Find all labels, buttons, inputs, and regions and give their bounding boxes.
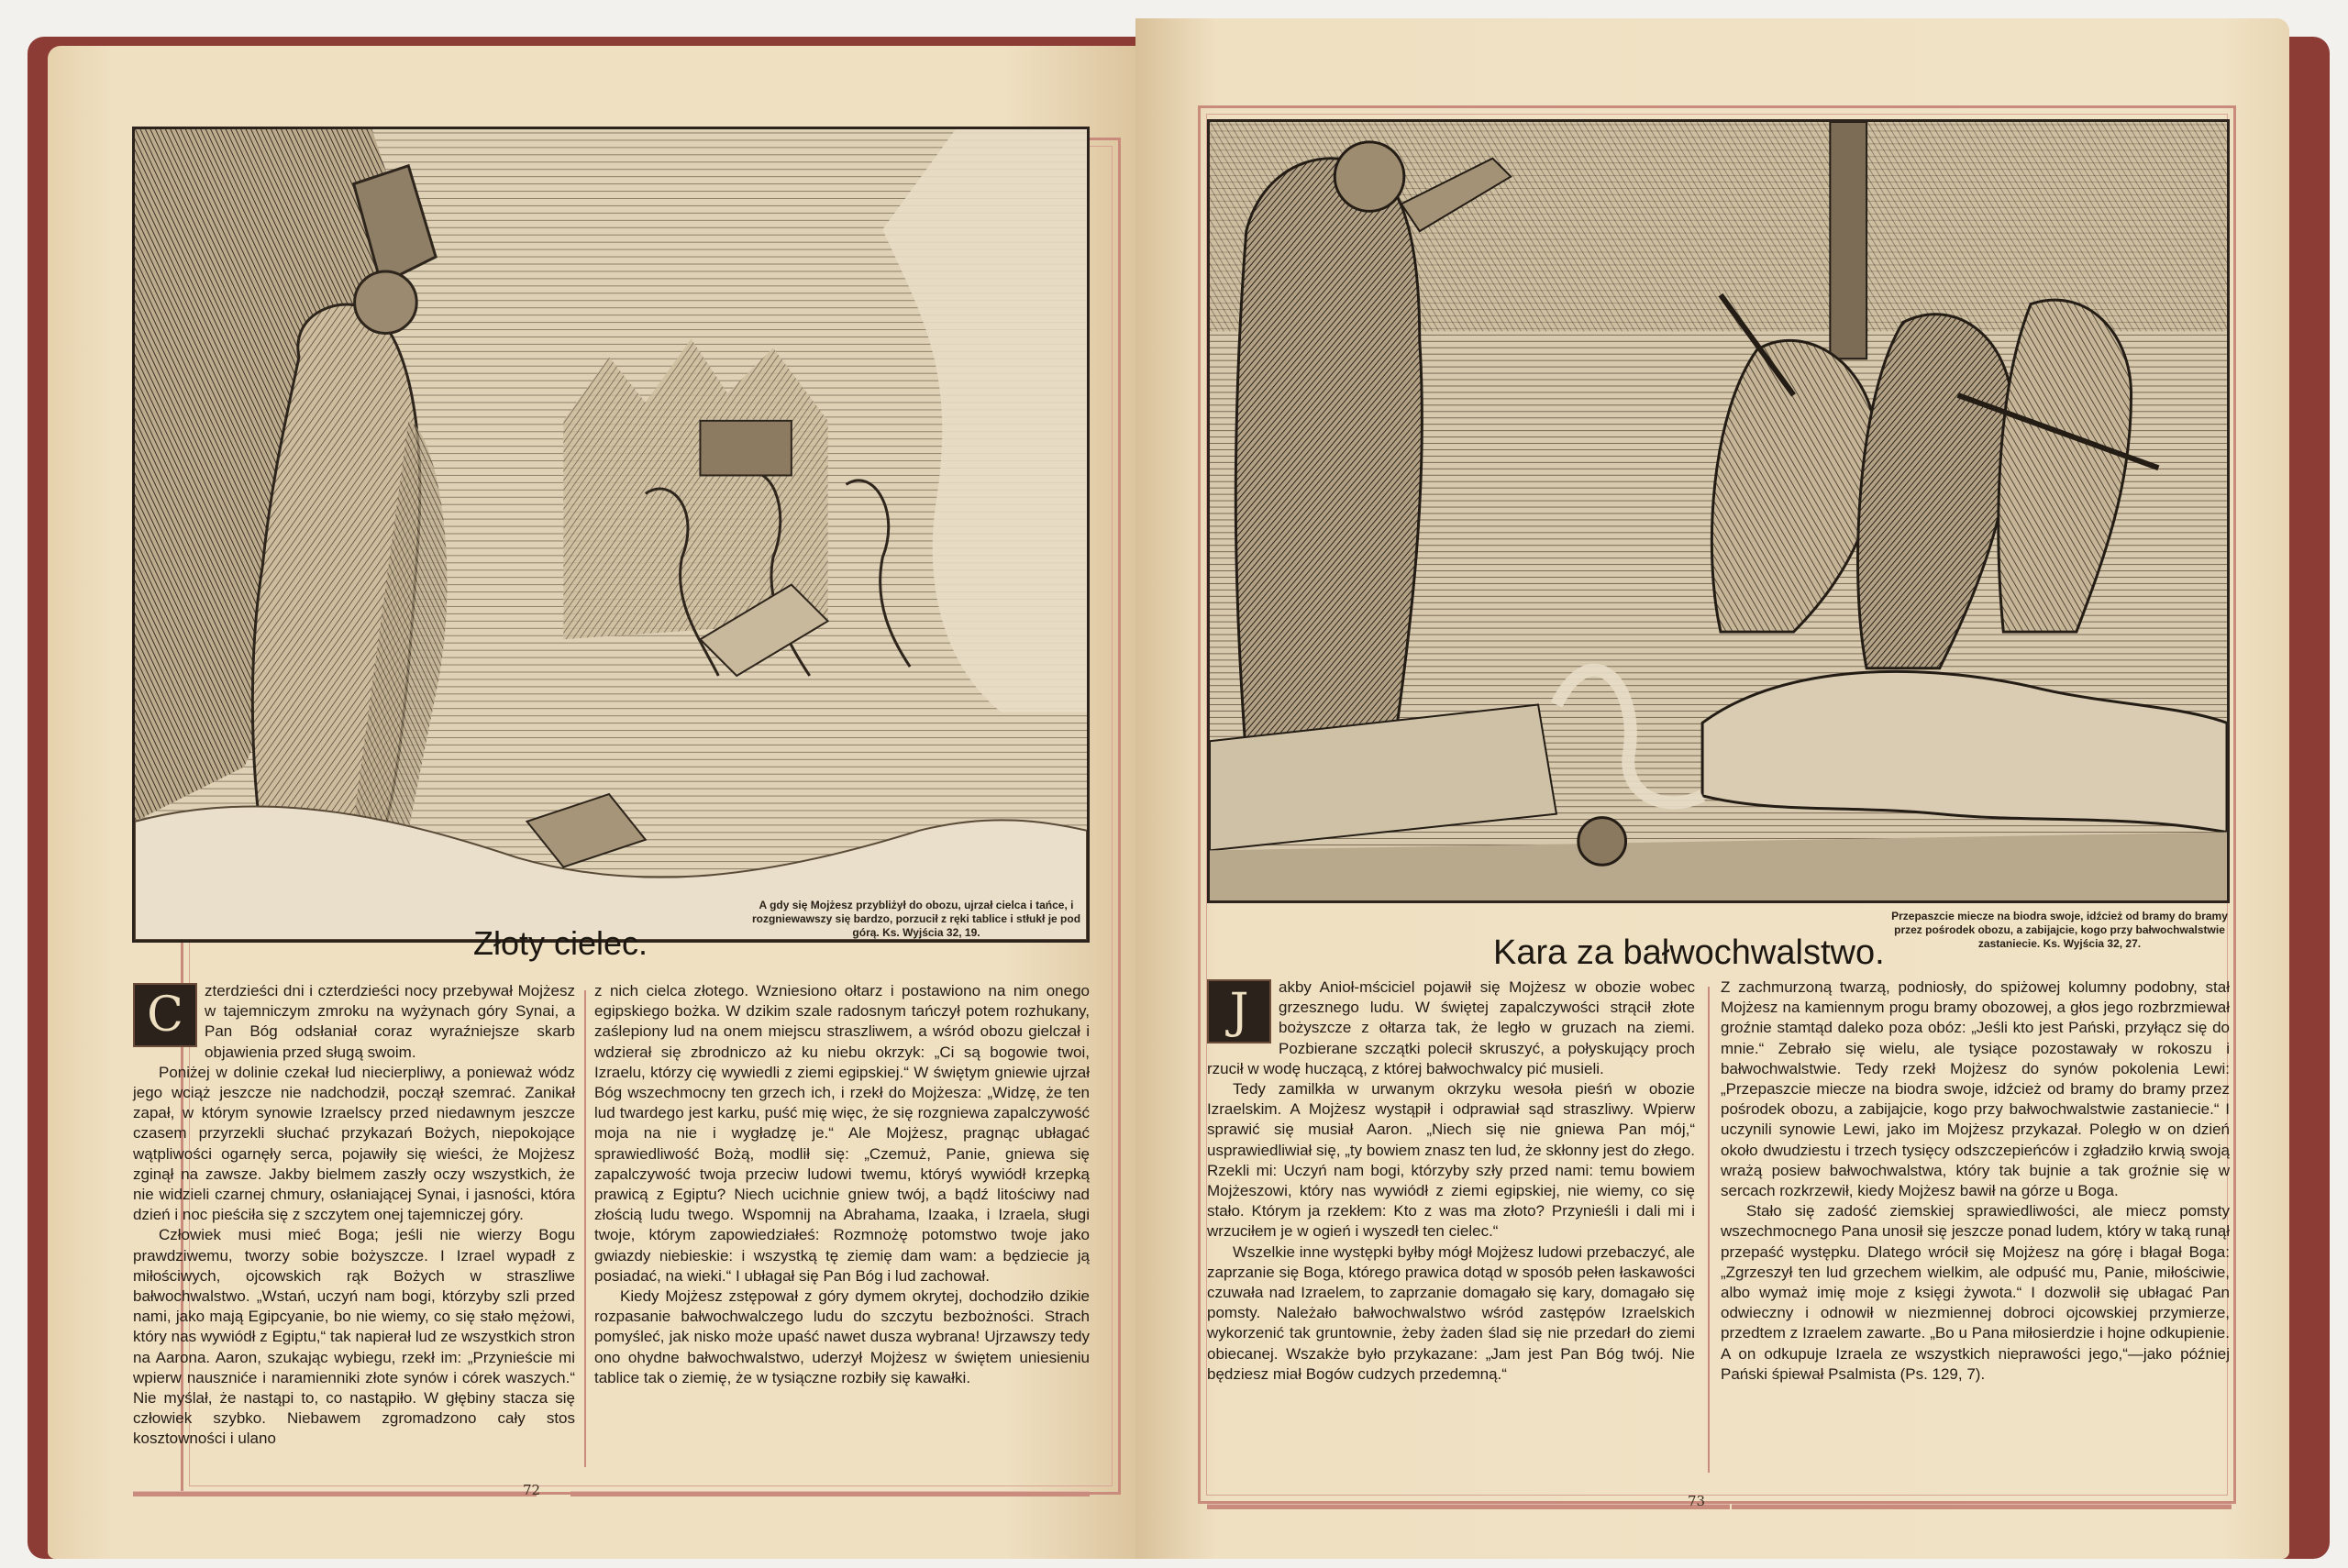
text-column-2: [594, 981, 1090, 1388]
illustration-caption: A gdy się Mojżesz przybliżył do obozu, ujrzał cielca i tańce, i rozgniewawszy się bardzo, porzucił z ręki tablice i stłukł je pod górą. Ks. Wyjścia 32, 19.: [751, 899, 1081, 939]
paragraph: Kiedy Mojżesz zstępował z góry dymem okrytej, dochodziło dzikie rozpasanie bałwochwalczego ludu do szczytu bezbożności. Strach pomyśleć, jak nisko może upaść nawet dusza wybrana! Ujrzawszy tedy ono ohydne bałwochwalstwo, uderzył Mojżesz w świętem uniesieniu tablice tak o ziemię, że w tysiączne rozbiły się kawałki.: [594, 1287, 1090, 1386]
drop-cap: C: [133, 983, 197, 1047]
paragraph: Poniżej w dolinie czekał lud niecierpliwy, a ponieważ wódz jego wciąż jeszcze nie nadchodził, począł szemrać. Zanikał zapał, w którym synowie Izraelscy przed niedawnym jeszcze czasem przyrzekli słuchać przykazań Bożych, niepokojące wątpliwości ogarnęły serca, pojawiły się wieści, że Mojżesz zginął na zawsze. Jakby bielmem zaszły oczy wszystkich, że nie widzieli czarnej chmury, osłaniającej Synai, i jasności, która dzień i noc pieściła się z szczytem onej tajemniczej góry.: [133, 1063, 575, 1224]
column-separator: [1708, 987, 1710, 1473]
left-page: [48, 46, 1135, 1559]
text-column-2: [1721, 977, 2230, 1385]
footer-rule: [133, 1491, 537, 1496]
paragraph: Wszelkie inne występki byłby mógł Mojżesz ludowi przebaczyć, ale zaprzanie się Boga, którego prawica dotąd w sposób pełen łaskawości czuwała nad Izraelem, to zaprzanie domagało się kary, domagało się pomsty. Należało bałwochwalstwo wśród zastępów Izraelskich wykorzenić tak gruntownie, żeby żaden ślad się nie przedarł do ziemi obiecanej. Wszakże było przykazane: „Jam jest Pan Bóg twój. Nie będziesz miał Bogów cudzych przedemną.“: [1207, 1242, 1695, 1383]
page-number: 73: [1688, 1493, 1706, 1509]
page-number: 72: [523, 1482, 541, 1498]
page-title: Złoty cielec.: [473, 924, 648, 962]
column-separator: [584, 990, 586, 1467]
illustration-punishment: [1207, 119, 2230, 903]
right-page: [1135, 18, 2289, 1559]
page-title: Kara za bałwochwalstwo.: [1493, 933, 1885, 972]
paragraph: akby Anioł-mściciel pojawił się Mojżesz w obozie wobec grzesznego ludu. W świętej zapalczywości strącił złote bożyszcze z ołtarza tak, że legło w gruzach na ziemi. Pozbierane szczątki polecił skruszyć, a połyskujący proch rzucił w wodę huczącą, z której bałwochwalcy pić musieli.: [1207, 978, 1695, 1077]
paragraph: Z zachmurzoną twarzą, podniosły, do spiżowej kolumny podobny, stał Mojżesz na kamiennym progu bramy obozowej, a głos jego rozbrzmiewał groźnie stamtąd daleko poza obóz: „Jeśli kto jest Pański, przyłącz się do mnie.“ Zebrało się wielu, ale tysiące pozostawały w rokoszu i bałwochwalstwie. Tedy rzekł Mojżesz do synów pokolenia Lewi: „Przepaszcie miecze na biodra swoje, idźcież od bramy do bramy przez pośrodek obozu, a zabijajcie, kogo przy bałwochwalstwie zastaniecie.“ I uczynili synowie Lewi, jako im Mojżesz przykazał. Poległo w on dzień około dwudziestu i trzech tysięcy odszczepieńców i zgładziło krwią swoją wrażą posiew bałwochwalstwa, który tak bujnie a tak groźnie się w sercach rozkrzewił, kiedy Mojżesz bawił na górze u Boga.: [1721, 978, 2230, 1200]
footer-rule: [570, 1491, 1090, 1496]
paragraph: z nich cielca złotego. Wzniesiono ołtarz i postawiono na nim onego egipskiego bożka. W dzikim szale radosnym tańczył potem rozhukany, zaślepiony lud na onem miejscu straszliwem, a wśród obozu gielczał i wdzierał się zbrodniczo aż ku niebu okrzyk: „Ci są bogowie twoi, Izraelu, którzy cię wywiedli z ziemi egipskiej.“ W świętym gniewie ujrzał Bóg wszechmocny ten grzech ich, i rzekł do Mojżesza: „Widzę, że ten lud twardego jest karku, puść mię więc, że się rozgniewa zapalczywość moja na nie i wygładzę je.“ Ale Mojżesz, pragnąc ubłagać sprawiedliwość Bożą, modlił się: „Czemuż, Panie, gniewa się zapalczywość twoja przeciw ludowi twemu, któryś wywiódł krzepką prawicą z Egiptu? Niech ucichnie gniew twój, a bądź litościwy nad złością ludu twego. Wspomnij na Abrahama, Izaaka, i Izraela, sługi twoje, którym zapowiedziałeś: Rozmnożę potomstwo twoje jako gwiazdy niebieskie: i wszystką tę ziemię dam wam: a będziecie ją posiadać, na wieki.“ I ubłagał się Pan Bóg i lud zachował.: [594, 982, 1090, 1285]
illustration-caption: Przepaszcie miecze na biodra swoje, idźcież od bramy do bramy przez pośrodek obozu, a zabijajcie, kogo przy bałwochwalstwie zastaniecie. Ks. Wyjścia 32, 27.: [1891, 910, 2228, 950]
footer-rule: [1207, 1504, 1730, 1509]
paragraph: zterdzieści dni i czterdzieści nocy przebywał Mojżesz w tajemniczym zmroku na wyżynach góry Synai, a Pan Bóg odsłaniał coraz wyraźniejsze skarb objawienia przed sługą swoim.: [205, 982, 575, 1061]
text-column-1: [133, 981, 575, 1450]
text-column-1: [1207, 977, 1695, 1385]
paragraph: Stało się zadość ziemskiej sprawiedliwości, ale miecz pomsty wszechmocnego Pana unosił się jeszcze ponad ludem, który w taką runął przepaść występku. Dlatego wrócił się Mojżesz na górę i błagał Boga: „Zgrzeszył ten lud grzechem wielkim, ale odpuść mu, Panie, miłościwie, albo wymaż imię moje z księgi żywota.“ I dozwolił się ubłagać Pan odwieczny i odnowił w niezmiennej dobroci ojcowskiej przymierze, przedtem z Izraelem zawarte. „Bo u Pana miłosierdzie i hojne odkupienie. A on odkupuje Izraela ze wszystkich nieprawości jego,“—jako później Pański śpiewał Psalmista (Ps. 129, 7).: [1721, 1202, 2230, 1383]
paragraph: Człowiek musi mieć Boga; jeśli nie wierzy Bogu prawdziwemu, tworzy sobie bożyszcze. I Izrael wypadł z miłościwych, ojcowskich rąk Bożych w straszliwe bałwochwalstwo. „Wstań, uczyń nam bogi, którzyby szli przed nami, jako mają Egipcyanie, bo nie wiemy, co się stało mężowi, który nas wywiódł z Egiptu,“ tak napierał lud ze wszystkich stron na Aarona. Aaron, szukając wybiegu, rzekł im: „Przynieście mi wpierw nauszniće i naramienniki złote synów i córek waszych.“ Nie myślał, że nastąpi to, co nastąpiło. W głębiny stacza się człowiek szybko. Niebawem zgromadzono cały stos kosztowności i ulano: [133, 1226, 575, 1448]
paragraph: Tedy zamilkła w urwanym okrzyku wesoła pieśń w obozie Izraelskim. A Mojżesz wystąpił i odprawiał sąd straszliwy. Wpierw sprawić się musiał Aaron. „Niech się nie gniewa Pan mój,“ usprawiedliwiał się, „ty bowiem znasz ten lud, że skłonny jest do złego. Rzekli mi: Uczyń nam bogi, którzyby szły przed nami: temu bowiem Mojżeszowi, który nas wywiódł z ziemi egipskiej, nie wiemy, co się stało. Którym ja rzekłem: Kto z was ma złoto? Przynieśli i dali mi i wrzuciłem je w ogień i wyszedł ten cielec.“: [1207, 1080, 1695, 1241]
illustration-golden-calf: [132, 127, 1090, 943]
footer-rule: [1732, 1504, 2232, 1509]
drop-cap: J: [1207, 979, 1271, 1043]
